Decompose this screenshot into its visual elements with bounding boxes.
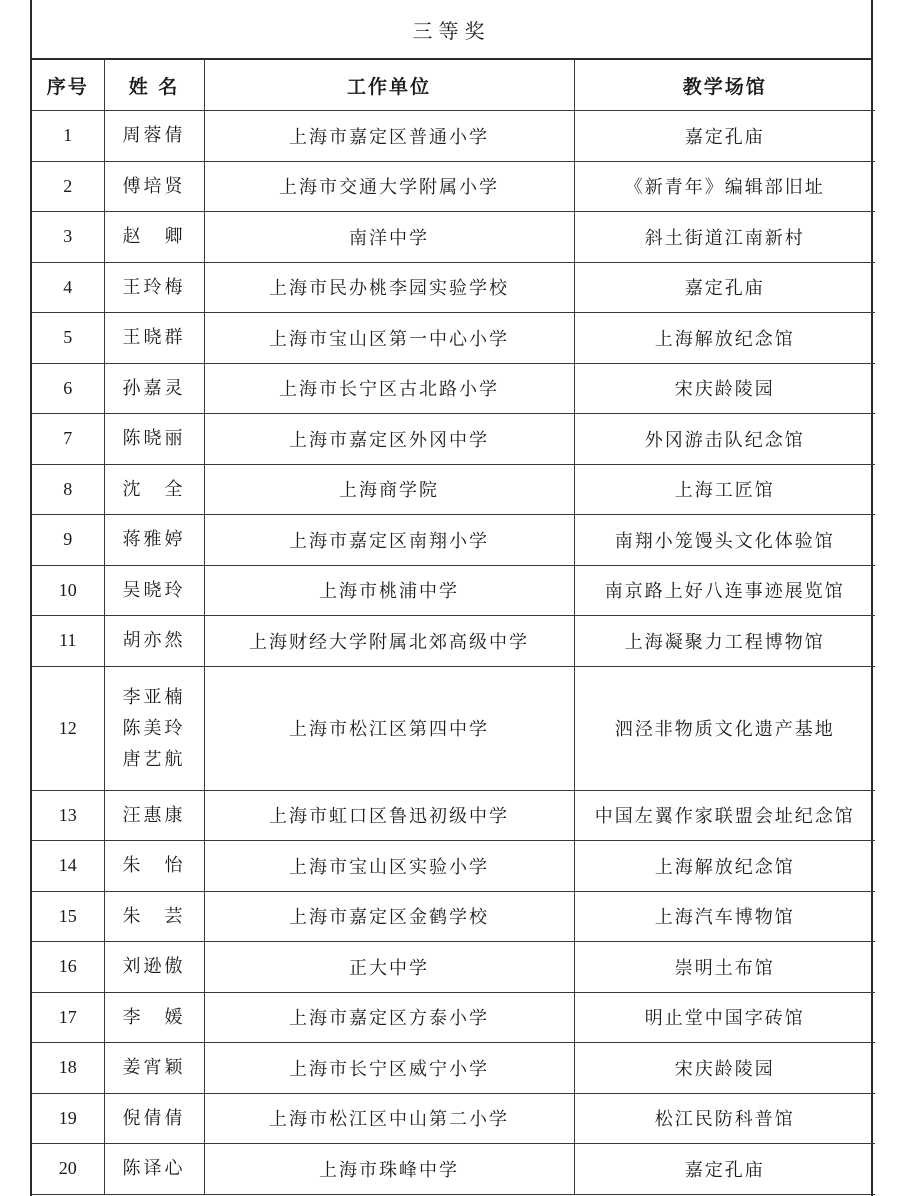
row-venue: 上海工匠馆 bbox=[574, 464, 875, 515]
row-name: 王晓群 bbox=[104, 313, 204, 364]
row-venue: 松江民防科普馆 bbox=[574, 1093, 875, 1144]
table-row bbox=[32, 1144, 875, 1195]
row-index: 3 bbox=[32, 212, 104, 263]
row-organization: 上海市嘉定区普通小学 bbox=[204, 111, 574, 162]
row-venue: 《新青年》编辑部旧址 bbox=[574, 161, 875, 212]
table-row bbox=[32, 464, 875, 515]
row-venue: 斜土街道江南新村 bbox=[574, 212, 875, 263]
row-index: 4 bbox=[32, 262, 104, 313]
table-row bbox=[32, 515, 875, 566]
header-index: 序号 bbox=[32, 60, 104, 111]
row-organization: 上海市嘉定区外冈中学 bbox=[204, 414, 574, 465]
row-index: 6 bbox=[32, 363, 104, 414]
table-title: 三等奖 bbox=[32, 0, 871, 60]
table-row bbox=[32, 616, 875, 667]
table-row bbox=[32, 212, 875, 263]
row-organization: 上海市珠峰中学 bbox=[204, 1144, 574, 1195]
row-organization: 上海财经大学附属北郊高级中学 bbox=[204, 616, 574, 667]
header-name: 姓 名 bbox=[104, 60, 204, 111]
row-name: 孙嘉灵 bbox=[104, 363, 204, 414]
row-name: 李 媛 bbox=[104, 992, 204, 1043]
row-name: 蒋雅婷 bbox=[104, 515, 204, 566]
row-venue: 嘉定孔庙 bbox=[574, 111, 875, 162]
row-organization: 上海市桃浦中学 bbox=[204, 565, 574, 616]
table-row bbox=[32, 666, 875, 790]
row-name: 朱 怡 bbox=[104, 841, 204, 892]
table-row bbox=[32, 414, 875, 465]
row-index: 8 bbox=[32, 464, 104, 515]
row-name: 王玲梅 bbox=[104, 262, 204, 313]
row-index: 5 bbox=[32, 313, 104, 364]
table-row bbox=[32, 111, 875, 162]
row-name: 赵 卿 bbox=[104, 212, 204, 263]
row-index: 11 bbox=[32, 616, 104, 667]
table-row bbox=[32, 942, 875, 993]
row-organization: 上海市民办桃李园实验学校 bbox=[204, 262, 574, 313]
row-name: 倪倩倩 bbox=[104, 1093, 204, 1144]
table-header-row bbox=[32, 60, 875, 111]
row-venue: 崇明土布馆 bbox=[574, 942, 875, 993]
table-row bbox=[32, 790, 875, 841]
table-row bbox=[32, 1043, 875, 1094]
row-organization: 上海市长宁区威宁小学 bbox=[204, 1043, 574, 1094]
row-index: 10 bbox=[32, 565, 104, 616]
row-index: 12 bbox=[32, 666, 104, 790]
row-name: 胡亦然 bbox=[104, 616, 204, 667]
row-venue: 嘉定孔庙 bbox=[574, 262, 875, 313]
row-organization: 上海市虹口区鲁迅初级中学 bbox=[204, 790, 574, 841]
row-venue: 外冈游击队纪念馆 bbox=[574, 414, 875, 465]
row-index: 14 bbox=[32, 841, 104, 892]
row-index: 17 bbox=[32, 992, 104, 1043]
row-index: 13 bbox=[32, 790, 104, 841]
row-venue: 上海解放纪念馆 bbox=[574, 841, 875, 892]
row-venue: 中国左翼作家联盟会址纪念馆 bbox=[574, 790, 875, 841]
row-name: 傅培贤 bbox=[104, 161, 204, 212]
row-venue: 泗泾非物质文化遗产基地 bbox=[574, 666, 875, 790]
row-name: 刘逊傲 bbox=[104, 942, 204, 993]
row-index: 2 bbox=[32, 161, 104, 212]
row-venue: 明止堂中国字砖馆 bbox=[574, 992, 875, 1043]
header-venue: 教学场馆 bbox=[574, 60, 875, 111]
row-index: 18 bbox=[32, 1043, 104, 1094]
row-venue: 上海凝聚力工程博物馆 bbox=[574, 616, 875, 667]
row-venue: 嘉定孔庙 bbox=[574, 1144, 875, 1195]
row-organization: 上海市长宁区古北路小学 bbox=[204, 363, 574, 414]
row-index: 1 bbox=[32, 111, 104, 162]
row-organization: 上海市宝山区实验小学 bbox=[204, 841, 574, 892]
row-organization: 上海市嘉定区方泰小学 bbox=[204, 992, 574, 1043]
row-venue: 宋庆龄陵园 bbox=[574, 363, 875, 414]
row-organization: 上海市嘉定区南翔小学 bbox=[204, 515, 574, 566]
row-name: 吴晓玲 bbox=[104, 565, 204, 616]
table-row bbox=[32, 161, 875, 212]
table-row bbox=[32, 841, 875, 892]
row-venue: 南翔小笼馒头文化体验馆 bbox=[574, 515, 875, 566]
row-index: 15 bbox=[32, 891, 104, 942]
row-organization: 南洋中学 bbox=[204, 212, 574, 263]
row-index: 20 bbox=[32, 1144, 104, 1195]
row-name: 汪惠康 bbox=[104, 790, 204, 841]
row-name: 姜宵颖 bbox=[104, 1043, 204, 1094]
row-organization: 上海商学院 bbox=[204, 464, 574, 515]
table-row bbox=[32, 891, 875, 942]
header-organization: 工作单位 bbox=[204, 60, 574, 111]
row-index: 16 bbox=[32, 942, 104, 993]
row-name: 李亚楠 陈美玲 唐艺航 bbox=[104, 666, 204, 790]
row-name: 沈 全 bbox=[104, 464, 204, 515]
table-row bbox=[32, 313, 875, 364]
row-name: 陈译心 bbox=[104, 1144, 204, 1195]
row-name: 周蓉倩 bbox=[104, 111, 204, 162]
row-venue: 上海汽车博物馆 bbox=[574, 891, 875, 942]
row-index: 19 bbox=[32, 1093, 104, 1144]
row-venue: 宋庆龄陵园 bbox=[574, 1043, 875, 1094]
row-organization: 上海市交通大学附属小学 bbox=[204, 161, 574, 212]
award-table bbox=[32, 60, 875, 1195]
row-index: 9 bbox=[32, 515, 104, 566]
table-row bbox=[32, 1093, 875, 1144]
row-organization: 上海市松江区第四中学 bbox=[204, 666, 574, 790]
row-venue: 上海解放纪念馆 bbox=[574, 313, 875, 364]
table-body bbox=[32, 111, 875, 1195]
table-row bbox=[32, 565, 875, 616]
row-venue: 南京路上好八连事迹展览馆 bbox=[574, 565, 875, 616]
table-row bbox=[32, 363, 875, 414]
row-organization: 正大中学 bbox=[204, 942, 574, 993]
row-organization: 上海市松江区中山第二小学 bbox=[204, 1093, 574, 1144]
table-row bbox=[32, 992, 875, 1043]
row-name: 陈晓丽 bbox=[104, 414, 204, 465]
award-table-sheet bbox=[30, 0, 873, 1196]
row-name: 朱 芸 bbox=[104, 891, 204, 942]
row-organization: 上海市嘉定区金鹤学校 bbox=[204, 891, 574, 942]
table-row bbox=[32, 262, 875, 313]
row-organization: 上海市宝山区第一中心小学 bbox=[204, 313, 574, 364]
row-index: 7 bbox=[32, 414, 104, 465]
